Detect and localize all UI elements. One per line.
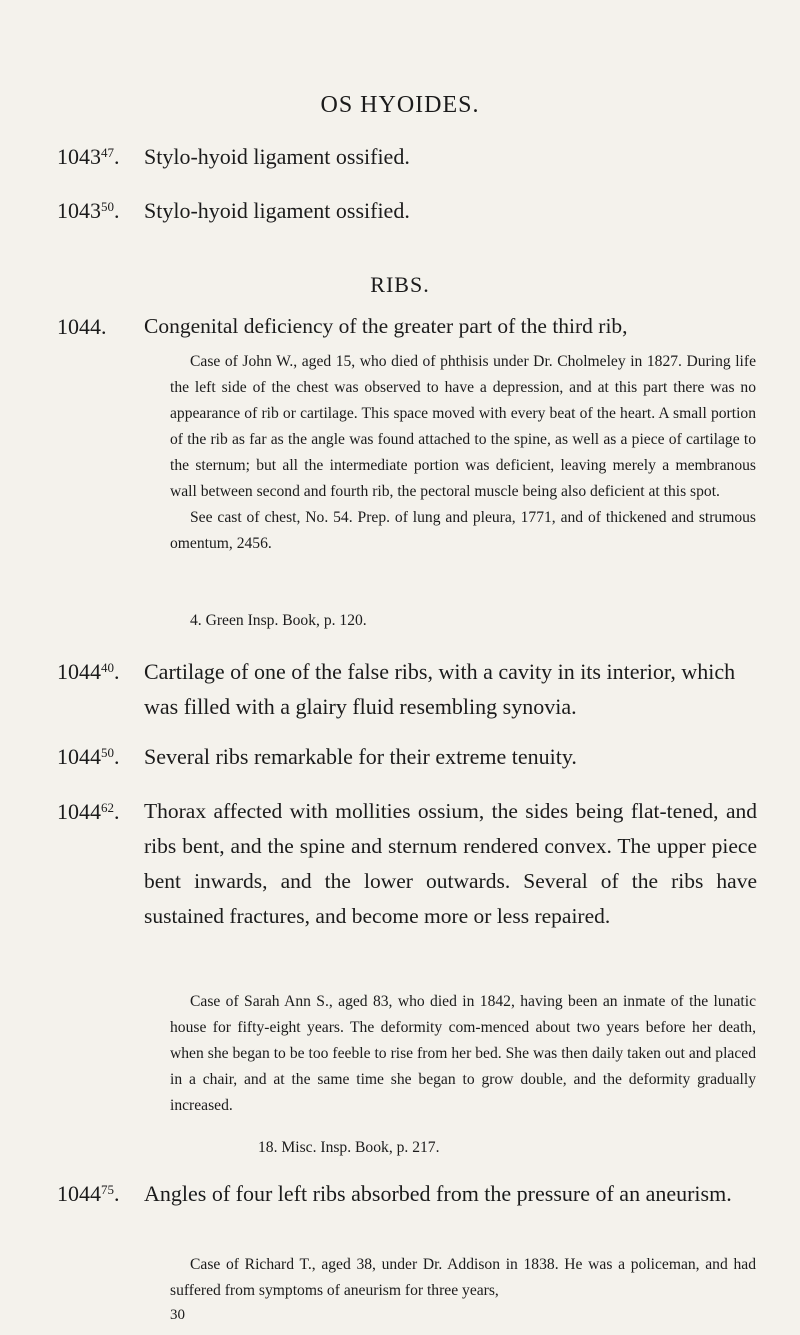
entry-1044-40 <box>57 654 757 724</box>
entry-1043-50 <box>57 193 757 228</box>
entry-1043-47 <box>57 139 757 174</box>
entry-title: Congenital deficiency of the greater part of the third rib, <box>144 314 628 338</box>
entry-number: 1043$^{47}$. <box>57 144 120 169</box>
case-note-1044-75 <box>170 1252 756 1304</box>
case-reference: 18. Misc. Insp. Book, p. 217. <box>258 1139 440 1156</box>
case-note-1044-62 <box>170 989 756 1119</box>
entry-number: 1044. <box>57 314 107 339</box>
entry-1044-62 <box>57 794 757 934</box>
entry-number: 1043$^{50}$. <box>57 198 120 223</box>
entry-title: Stylo-hyoid ligament ossified. <box>144 144 410 169</box>
section-heading-ribs: RIBS. <box>370 272 430 297</box>
case-note-1044 <box>170 349 756 557</box>
entry-title: Thorax affected with mollities ossium, the sides being flat-tened, and ribs bent, and the spine and sternum rendered convex. The upper piece bent inwards, and the lower outwards. Several of the ribs have sustained fractures, and become more or less repaired. <box>144 799 757 928</box>
page-number: 30 <box>170 1307 185 1323</box>
entry-1044-75 <box>57 1176 757 1211</box>
entry-title: Several ribs remarkable for their extreme tenuity. <box>144 744 577 769</box>
entry-title: Cartilage of one of the false ribs, with a cavity in its interior, which was filled with a glairy fluid resembling synovia. <box>144 659 736 719</box>
entry-title: Angles of four left ribs absorbed from the pressure of an aneurism. <box>144 1181 732 1206</box>
case-note-paragraph: See cast of chest, No. 54. Prep. of lung and pleura, 1771, and of thickened and strumous omentum, 2456. <box>170 509 756 552</box>
entry-number: 1044$^{50}$. <box>57 744 120 769</box>
entry-number: 1044$^{75}$. <box>57 1181 120 1206</box>
running-head: OS HYOIDES. <box>320 92 480 118</box>
entry-number: 1044$^{40}$. <box>57 659 120 684</box>
entry-1044 <box>57 309 757 344</box>
case-reference: 4. Green Insp. Book, p. 120. <box>190 612 367 629</box>
entry-title: Stylo-hyoid ligament ossified. <box>144 198 410 223</box>
entry-1044-50 <box>57 739 757 774</box>
case-note-paragraph: Case of Richard T., aged 38, under Dr. Addison in 1838. He was a policeman, and had suffered from symptoms of aneurism for three years, <box>170 1256 756 1299</box>
case-note-paragraph: Case of John W., aged 15, who died of phthisis under Dr. Cholmeley in 1827. During life the left side of the chest was observed to have a depression, and at this part there was no appearance of rib or cartilage. This space moved with every beat of the heart. A small portion of the rib as far as the angle was found attached to the spine, as well as a piece of cartilage to the sternum; but all the intermediate portion was deficient, leaving merely a membranous wall between second and fourth rib, the pectoral muscle being also deficient at this spot. <box>170 353 756 500</box>
entry-number: 1044$^{62}$. <box>57 799 120 824</box>
case-note-paragraph: Case of Sarah Ann S., aged 83, who died in 1842, having been an inmate of the lunatic house for fifty-eight years. The deformity com-menced about two years before her death, when she began to be too feeble to rise from her bed. She was then daily taken out and placed in a chair, and at the same time she began to grow double, and the deformity gradually increased. <box>170 993 756 1114</box>
